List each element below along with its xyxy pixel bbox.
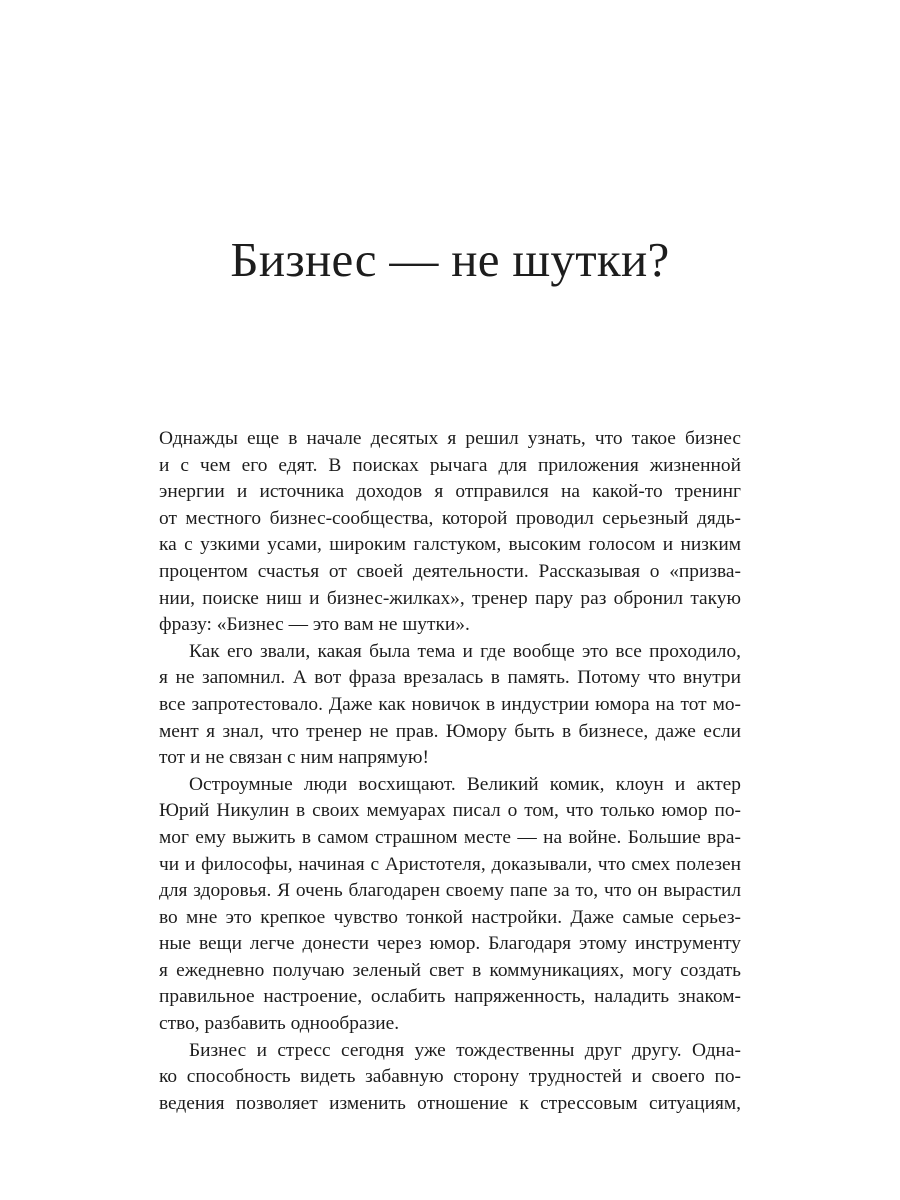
text-line: Бизнес и стресс сегодня уже тождественны друг другу. Одна-	[189, 1039, 741, 1061]
text-line: тот и не связан с ним напрямую!	[159, 747, 429, 769]
text-line: нии, поиске ниш и бизнес-жилках», тренер пару раз обронил такую	[159, 587, 741, 609]
paragraph-2	[159, 639, 741, 772]
text-line: энергии и источника доходов я отправился на какой-то тренинг	[159, 481, 741, 503]
text-line: ко способность видеть забавную сторону трудностей и своего по-	[159, 1066, 741, 1088]
text-line: все запротестовало. Даже как новичок в индустрии юмора на тот мо-	[159, 693, 741, 715]
text-line: для здоровья. Я очень благодарен своему папе за то, что он вырастил	[159, 880, 741, 902]
text-line: ные вещи легче донести через юмор. Благодаря этому инструменту	[159, 933, 741, 955]
text-line: фразу: «Бизнес — это вам не шутки».	[159, 614, 470, 636]
text-line: я ежедневно получаю зеленый свет в коммуникациях, могу создать	[159, 959, 741, 981]
text-line: Юрий Никулин в своих мемуарах писал о том, что только юмор по-	[159, 800, 741, 822]
text-line: от местного бизнес-сообщества, которой проводил серьезный дядь-	[159, 507, 741, 529]
text-line: ство, разбавить однообразие.	[159, 1013, 400, 1035]
text-line: во мне это крепкое чувство тонкой настройки. Даже самые серьез-	[159, 906, 741, 928]
text-line: мент я знал, что тренер не прав. Юмору быть в бизнесе, даже если	[159, 720, 741, 742]
text-line: процентом счастья от своей деятельности. Рассказывая о «призва-	[159, 560, 741, 582]
text-line: ка с узкими усами, широким галстуком, высоким голосом и низким	[159, 534, 741, 556]
text-line: мог ему выжить в самом страшном месте — на войне. Большие вра-	[159, 826, 741, 848]
text-line: Как его звали, какая была тема и где вообще это все проходило,	[189, 640, 741, 662]
paragraph-4	[159, 1038, 741, 1118]
paragraph-3	[159, 772, 741, 1038]
chapter-title: Бизнес — не шутки?	[230, 232, 670, 287]
body-text	[159, 426, 741, 1117]
text-line: Однажды еще в начале десятых я решил узнать, что такое бизнес	[159, 428, 741, 449]
text-line: Остроумные люди восхищают. Великий комик, клоун и актер	[189, 773, 741, 795]
text-line: правильное настроение, ослабить напряженность, наладить знаком-	[159, 986, 741, 1008]
text-line: и с чем его едят. В поисках рычага для приложения жизненной	[159, 454, 741, 476]
text-line: я не запомнил. А вот фраза врезалась в память. Потому что внутри	[159, 667, 741, 689]
text-line: чи и философы, начиная с Аристотеля, доказывали, что смех полезен	[159, 853, 741, 875]
paragraph-1	[159, 426, 741, 639]
text-line: ведения позволяет изменить отношение к стрессовым ситуациям,	[159, 1092, 741, 1114]
